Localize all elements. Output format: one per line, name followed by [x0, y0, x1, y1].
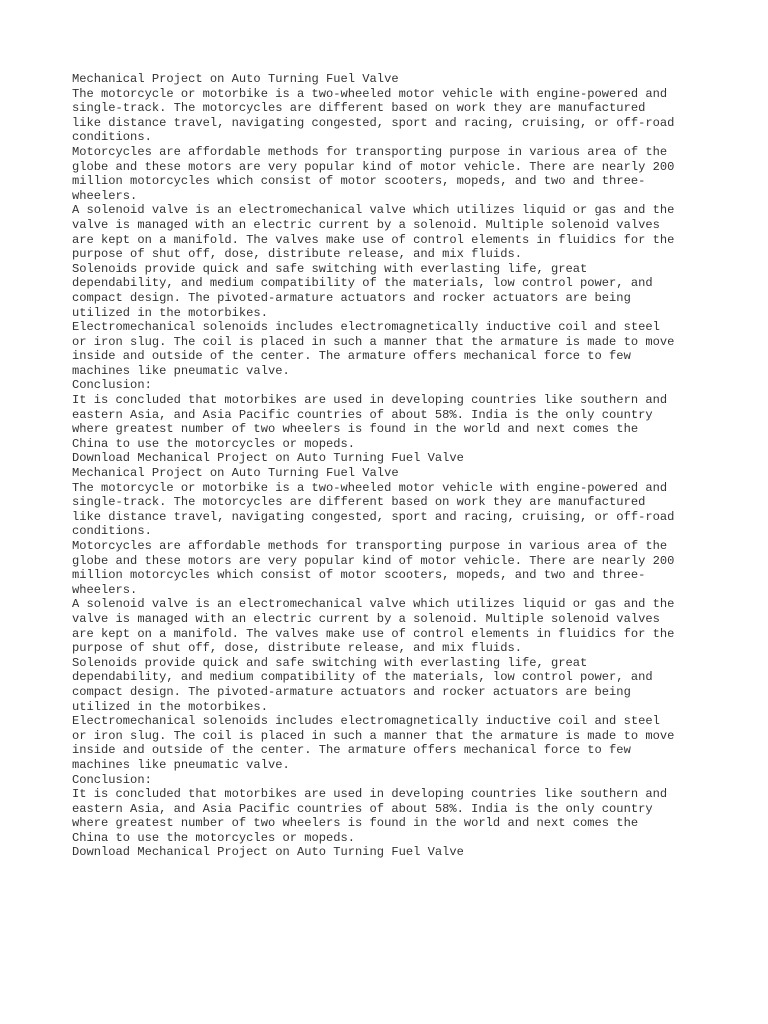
text-line: compact design. The pivoted-armature actuators and rocker actuators are being: [72, 684, 631, 699]
text-line: million motorcycles which consist of motor scooters, mopeds, and two and three-: [72, 174, 646, 189]
text-line: China to use the motorcycles or mopeds.: [72, 830, 356, 845]
text-line: valve is managed with an electric current by a solenoid. Multiple solenoid valves: [72, 611, 660, 626]
text-line: dependability, and medium compatibility of the materials, low control power, and: [72, 276, 653, 291]
text-line: conditions.: [72, 524, 152, 539]
text-line: are kept on a manifold. The valves make use of control elements in fluidics for the: [72, 232, 675, 247]
conclusion-heading-repeat: Conclusion:: [72, 772, 152, 787]
text-line: purpose of shut off, dose, distribute release, and mix fluids.: [72, 641, 522, 656]
text-line: Solenoids provide quick and safe switching with everlasting life, great: [72, 655, 588, 670]
text-line: wheelers.: [72, 582, 138, 597]
text-line: purpose of shut off, dose, distribute release, and mix fluids.: [72, 247, 522, 262]
text-line: where greatest number of two wheelers is found in the world and next comes the: [72, 816, 639, 831]
text-line: Motorcycles are affordable methods for transporting purpose in various area of the: [72, 539, 668, 553]
conclusion-heading: Conclusion:: [72, 378, 152, 393]
text-line: like distance travel, navigating congested, sport and racing, cruising, or off-road: [72, 509, 675, 524]
text-line: or iron slug. The coil is placed in such a manner that the armature is made to move: [72, 334, 675, 349]
text-line: are kept on a manifold. The valves make use of control elements in fluidics for the: [72, 626, 675, 641]
text-line: It is concluded that motorbikes are used in developing countries like southern and: [72, 787, 668, 802]
document-title: Mechanical Project on Auto Turning Fuel Valve: [72, 72, 399, 86]
text-line: machines like pneumatic valve.: [72, 757, 290, 772]
text-line: The motorcycle or motorbike is a two-wheeled motor vehicle with engine-powered and: [72, 480, 668, 495]
text-line: like distance travel, navigating congested, sport and racing, cruising, or off-road: [72, 115, 675, 130]
text-line: The motorcycle or motorbike is a two-wheeled motor vehicle with engine-powered and: [72, 86, 668, 101]
text-line: or iron slug. The coil is placed in such a manner that the armature is made to move: [72, 728, 675, 743]
text-line: where greatest number of two wheelers is found in the world and next comes the: [72, 422, 639, 437]
text-line: million motorcycles which consist of motor scooters, mopeds, and two and three-: [72, 568, 646, 583]
text-line: dependability, and medium compatibility of the materials, low control power, and: [72, 670, 653, 685]
text-line: utilized in the motorbikes.: [72, 699, 268, 714]
text-line: It is concluded that motorbikes are used in developing countries like southern and: [72, 393, 668, 408]
text-line: Motorcycles are affordable methods for transporting purpose in various area of the: [72, 144, 668, 159]
text-line: single-track. The motorcycles are different based on work they are manufactured: [72, 101, 646, 116]
download-line-repeat: Download Mechanical Project on Auto Turning Fuel Valve: [72, 845, 464, 860]
text-line: Electromechanical solenoids includes electromagnetically inductive coil and steel: [72, 320, 660, 335]
text-line: China to use the motorcycles or mopeds.: [72, 436, 356, 451]
text-line: conditions.: [72, 130, 152, 145]
download-line: Download Mechanical Project on Auto Turning Fuel Valve: [72, 451, 464, 466]
text-line: eastern Asia, and Asia Pacific countries of about 58%. India is the only country: [72, 407, 653, 422]
text-line: globe and these motors are very popular kind of motor vehicle. There are nearly 200: [72, 553, 675, 568]
text-line: Solenoids provide quick and safe switching with everlasting life, great: [72, 261, 588, 276]
text-line: single-track. The motorcycles are different based on work they are manufactured: [72, 495, 646, 510]
text-line: inside and outside of the center. The armature offers mechanical force to few: [72, 349, 631, 364]
text-line: eastern Asia, and Asia Pacific countries of about 58%. India is the only country: [72, 801, 653, 816]
text-line: compact design. The pivoted-armature actuators and rocker actuators are being: [72, 290, 631, 305]
text-line: A solenoid valve is an electromechanical valve which utilizes liquid or gas and the: [72, 203, 675, 218]
text-line: valve is managed with an electric current by a solenoid. Multiple solenoid valves: [72, 217, 660, 232]
text-line: globe and these motors are very popular kind of motor vehicle. There are nearly 200: [72, 159, 675, 174]
text-line: A solenoid valve is an electromechanical valve which utilizes liquid or gas and the: [72, 597, 675, 612]
document-title-repeat: Mechanical Project on Auto Turning Fuel Valve: [72, 466, 399, 481]
text-line: Electromechanical solenoids includes electromagnetically inductive coil and steel: [72, 714, 660, 729]
text-line: machines like pneumatic valve.: [72, 363, 290, 378]
document-body: [72, 72, 712, 860]
text-line: utilized in the motorbikes.: [72, 305, 268, 320]
text-line: inside and outside of the center. The armature offers mechanical force to few: [72, 743, 631, 758]
text-line: wheelers.: [72, 188, 138, 203]
